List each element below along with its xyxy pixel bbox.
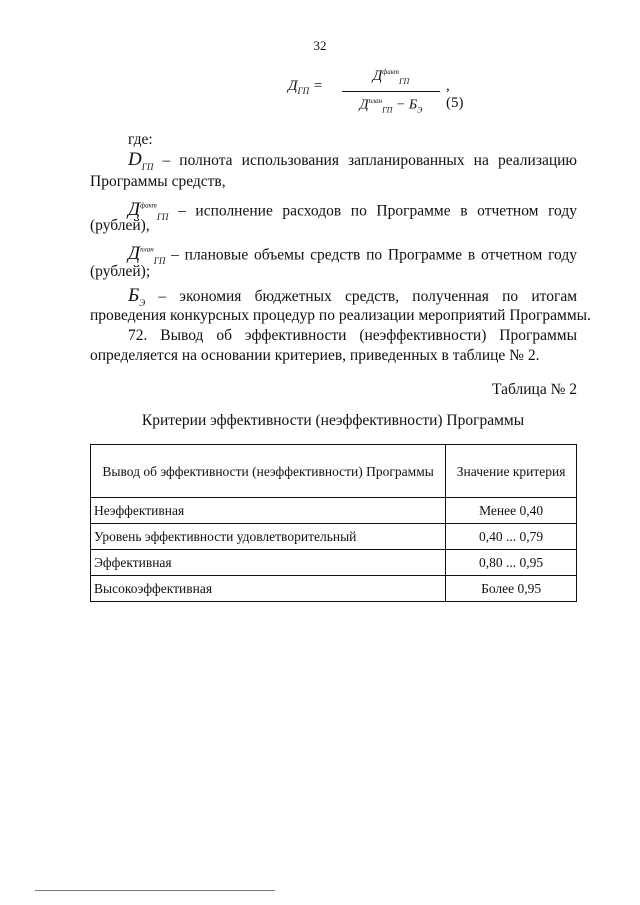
symbol-be: $Б_Э$ [128,285,146,308]
formula-den-minus: − [395,97,406,113]
formula-equals: = [312,78,324,94]
row-value: Менее 0,40 [446,498,577,524]
table-row [91,498,577,524]
formula-numerator [342,64,440,90]
formula-lhs-sub: ГП [297,86,310,96]
table-title: Критерии эффективности (неэффективности) Программы [141,412,525,429]
definition-text: – экономия бюджетных средств, полученная по итогам [158,288,578,305]
formula-den-sub: ГП [382,105,393,115]
row-conclusion: Эффективная [91,550,446,576]
criteria-table [90,444,577,602]
definition-line [128,240,577,271]
formula-lhs-letter: Д [288,78,298,94]
table-row [91,524,577,550]
row-conclusion: Уровень эффективности удовлетворительный [91,524,446,550]
paragraph-72-line1: 72. Вывод об эффективности (неэффективности) Программы [128,327,577,344]
row-value: 0,40 ... 0,79 [446,524,577,550]
formula-den-sup: план [368,97,383,105]
page-number: 32 [313,38,327,53]
header-conclusion: Вывод об эффективности (неэффективности) Программы [91,445,446,498]
fraction-bar [342,91,440,92]
formula-number: , (5) [446,78,464,111]
table-label: Таблица № 2 [492,381,577,398]
definition-continuation: (рублей), [90,217,150,234]
formula-num-sub: ГП [398,77,410,86]
formula-lhs [288,78,323,96]
symbol-dgp-plan: $Д^{план}_{ГП}$ [128,243,166,267]
symbol-dgp-fact: $Д^{факт}_{ГП}$ [128,199,169,223]
formula-den-letter: Д [359,97,369,113]
definition-text: – исполнение расходов по Программе в отчетном году [178,202,578,220]
row-value: Более 0,95 [446,576,577,602]
definition-continuation: (рублей); [90,263,151,280]
formula-fraction [342,64,440,118]
formula-num-letter: Д [372,68,383,84]
definition-text: – полнота использования запланированных на реализацию [162,152,577,169]
definition-continuation: Программы средств, [90,173,226,190]
where-label: где: [128,131,153,148]
table-row [91,576,577,602]
definition-text: – плановые объемы средств по Программе в отчетном году [171,246,577,264]
formula-num-sup: факт [382,68,399,76]
header-criterion-value: Значение критерия [446,445,577,498]
formula-den-sub2: Э [417,105,423,115]
paragraph-72-line2: определяется на основании критериев, приведенных в таблице № 2. [90,347,540,364]
definition-line [128,196,577,227]
table-header-row [91,445,577,498]
symbol-dgp: $D_{ГП}$ [128,149,154,172]
table-row [91,550,577,576]
formula-den-letter2: Б [408,97,418,113]
definition-continuation: проведения конкурсных процедур по реализации мероприятий Программы. [90,307,591,324]
footer-rule [35,890,275,891]
formula-denominator [342,93,440,118]
row-conclusion: Неэффективная [91,498,446,524]
row-value: 0,80 ... 0,95 [446,550,577,576]
formula-5 [262,60,464,115]
row-conclusion: Высокоэффективная [91,576,446,602]
